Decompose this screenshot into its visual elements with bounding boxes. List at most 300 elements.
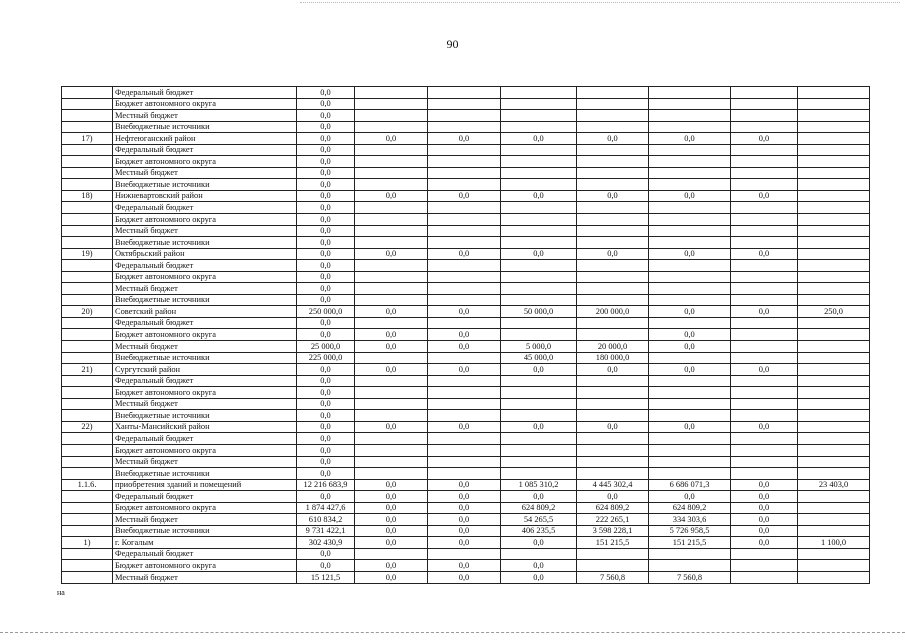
value-cell: 0,0 — [297, 444, 355, 456]
row-number-cell — [62, 502, 113, 514]
value-cell — [798, 456, 870, 468]
value-cell: 0,0 — [297, 98, 355, 110]
value-cell — [577, 179, 649, 191]
value-cell: 151 215,5 — [649, 537, 731, 549]
value-cell — [428, 98, 501, 110]
value-cell: 0,0 — [577, 364, 649, 376]
value-cell: 0,0 — [577, 133, 649, 145]
value-cell — [501, 214, 577, 226]
value-cell: 0,0 — [355, 502, 428, 514]
value-cell — [798, 294, 870, 306]
value-cell: 0,0 — [297, 133, 355, 145]
value-cell: 0,0 — [649, 133, 731, 145]
value-cell: 0,0 — [355, 306, 428, 318]
value-cell: 0,0 — [501, 560, 577, 572]
row-label-cell: Нижневартовский район — [113, 190, 297, 202]
value-cell — [428, 260, 501, 272]
value-cell: 0,0 — [428, 306, 501, 318]
value-cell — [577, 294, 649, 306]
value-cell: 7 560,8 — [649, 571, 731, 583]
row-number-cell — [62, 456, 113, 468]
budget-table-container — [61, 86, 869, 584]
value-cell — [798, 121, 870, 133]
value-cell: 0,0 — [297, 260, 355, 272]
value-cell — [501, 410, 577, 422]
value-cell: 45 000,0 — [501, 352, 577, 364]
table-row — [62, 387, 870, 399]
row-number-cell — [62, 110, 113, 122]
value-cell — [577, 167, 649, 179]
value-cell — [577, 202, 649, 214]
value-cell — [501, 121, 577, 133]
row-label-cell: Бюджет автономного округа — [113, 214, 297, 226]
value-cell — [355, 352, 428, 364]
value-cell: 0,0 — [297, 329, 355, 341]
row-number-cell — [62, 444, 113, 456]
table-row — [62, 237, 870, 249]
table-row — [62, 317, 870, 329]
value-cell — [501, 398, 577, 410]
value-cell — [731, 179, 798, 191]
row-label-cell: Местный бюджет — [113, 514, 297, 526]
row-label-cell: Бюджет автономного округа — [113, 444, 297, 456]
value-cell — [731, 202, 798, 214]
value-cell — [731, 456, 798, 468]
value-cell — [577, 260, 649, 272]
value-cell — [428, 87, 501, 99]
value-cell — [355, 283, 428, 295]
value-cell — [649, 444, 731, 456]
table-row — [62, 341, 870, 353]
value-cell: 7 560,8 — [577, 571, 649, 583]
row-label-cell: Местный бюджет — [113, 225, 297, 237]
table-row — [62, 167, 870, 179]
value-cell: 0,0 — [297, 156, 355, 168]
value-cell: 5 000,0 — [501, 341, 577, 353]
value-cell — [501, 468, 577, 480]
value-cell: 0,0 — [297, 237, 355, 249]
value-cell: 0,0 — [501, 421, 577, 433]
row-label-cell: Внебюджетные источники — [113, 352, 297, 364]
table-row — [62, 364, 870, 376]
row-label-cell: Советский район — [113, 306, 297, 318]
row-number-cell — [62, 87, 113, 99]
value-cell: 0,0 — [297, 421, 355, 433]
value-cell — [428, 121, 501, 133]
value-cell: 0,0 — [731, 421, 798, 433]
row-label-cell: Местный бюджет — [113, 456, 297, 468]
value-cell — [798, 317, 870, 329]
value-cell — [428, 110, 501, 122]
value-cell — [501, 329, 577, 341]
value-cell: 6 686 071,3 — [649, 479, 731, 491]
row-number-cell — [62, 237, 113, 249]
table-row — [62, 329, 870, 341]
value-cell: 0,0 — [428, 329, 501, 341]
value-cell — [798, 248, 870, 260]
value-cell — [798, 502, 870, 514]
value-cell: 25 000,0 — [297, 341, 355, 353]
value-cell — [649, 214, 731, 226]
value-cell — [428, 456, 501, 468]
value-cell — [355, 144, 428, 156]
value-cell: 1 874 427,6 — [297, 502, 355, 514]
value-cell — [731, 237, 798, 249]
footnote: на — [57, 588, 65, 597]
row-label-cell: Федеральный бюджет — [113, 202, 297, 214]
value-cell — [355, 225, 428, 237]
value-cell — [649, 98, 731, 110]
value-cell: 0,0 — [297, 144, 355, 156]
row-number-cell — [62, 491, 113, 503]
value-cell: 0,0 — [649, 364, 731, 376]
value-cell: 5 726 958,5 — [649, 525, 731, 537]
value-cell — [577, 144, 649, 156]
value-cell: 0,0 — [428, 571, 501, 583]
value-cell — [428, 179, 501, 191]
value-cell: 180 000,0 — [577, 352, 649, 364]
value-cell — [577, 444, 649, 456]
table-row — [62, 294, 870, 306]
value-cell — [649, 410, 731, 422]
value-cell: 23 403,0 — [798, 479, 870, 491]
table-row — [62, 491, 870, 503]
value-cell: 0,0 — [355, 571, 428, 583]
value-cell: 0,0 — [297, 560, 355, 572]
value-cell — [355, 398, 428, 410]
value-cell — [428, 202, 501, 214]
value-cell — [428, 283, 501, 295]
value-cell: 0,0 — [297, 364, 355, 376]
value-cell: 0,0 — [297, 294, 355, 306]
table-row — [62, 133, 870, 145]
value-cell: 0,0 — [731, 133, 798, 145]
value-cell — [731, 352, 798, 364]
value-cell — [428, 156, 501, 168]
value-cell: 250,0 — [798, 306, 870, 318]
row-label-cell: Федеральный бюджет — [113, 87, 297, 99]
value-cell — [798, 133, 870, 145]
value-cell: 0,0 — [731, 502, 798, 514]
value-cell — [649, 294, 731, 306]
value-cell — [355, 156, 428, 168]
value-cell: 0,0 — [501, 537, 577, 549]
value-cell — [501, 260, 577, 272]
value-cell — [731, 444, 798, 456]
value-cell: 0,0 — [577, 421, 649, 433]
table-row — [62, 548, 870, 560]
table-row — [62, 444, 870, 456]
value-cell — [501, 225, 577, 237]
row-label-cell: Бюджет автономного округа — [113, 98, 297, 110]
value-cell — [649, 167, 731, 179]
value-cell — [428, 225, 501, 237]
value-cell: 0,0 — [649, 190, 731, 202]
value-cell: 0,0 — [297, 398, 355, 410]
table-row — [62, 225, 870, 237]
value-cell — [649, 121, 731, 133]
row-number-cell: 19) — [62, 248, 113, 260]
value-cell — [428, 167, 501, 179]
value-cell — [577, 410, 649, 422]
table-row — [62, 121, 870, 133]
value-cell — [501, 144, 577, 156]
value-cell — [428, 317, 501, 329]
table-row — [62, 433, 870, 445]
value-cell: 0,0 — [428, 421, 501, 433]
value-cell: 406 235,5 — [501, 525, 577, 537]
value-cell — [501, 294, 577, 306]
row-label-cell: Ханты-Мансийский район — [113, 421, 297, 433]
value-cell: 624 809,2 — [501, 502, 577, 514]
value-cell: 0,0 — [355, 491, 428, 503]
value-cell — [731, 87, 798, 99]
row-number-cell — [62, 179, 113, 191]
value-cell: 1 085 310,2 — [501, 479, 577, 491]
value-cell — [798, 144, 870, 156]
value-cell — [649, 548, 731, 560]
value-cell: 0,0 — [501, 133, 577, 145]
table-row — [62, 87, 870, 99]
value-cell — [355, 237, 428, 249]
value-cell: 0,0 — [649, 306, 731, 318]
value-cell — [731, 329, 798, 341]
value-cell — [355, 202, 428, 214]
table-row — [62, 306, 870, 318]
value-cell: 0,0 — [649, 421, 731, 433]
value-cell — [501, 156, 577, 168]
row-label-cell: Федеральный бюджет — [113, 548, 297, 560]
value-cell: 0,0 — [731, 479, 798, 491]
value-cell — [731, 156, 798, 168]
value-cell — [798, 271, 870, 283]
value-cell — [649, 398, 731, 410]
value-cell — [798, 110, 870, 122]
row-number-cell — [62, 525, 113, 537]
value-cell: 0,0 — [355, 364, 428, 376]
value-cell — [649, 387, 731, 399]
table-row — [62, 110, 870, 122]
value-cell — [577, 398, 649, 410]
row-number-cell — [62, 225, 113, 237]
value-cell: 0,0 — [731, 537, 798, 549]
value-cell: 0,0 — [649, 248, 731, 260]
value-cell: 0,0 — [731, 525, 798, 537]
row-label-cell: Бюджет автономного округа — [113, 387, 297, 399]
value-cell: 54 265,5 — [501, 514, 577, 526]
value-cell: 0,0 — [297, 110, 355, 122]
value-cell: 0,0 — [428, 248, 501, 260]
value-cell — [798, 87, 870, 99]
value-cell: 225 000,0 — [297, 352, 355, 364]
value-cell — [798, 214, 870, 226]
value-cell — [731, 433, 798, 445]
row-label-cell: Бюджет автономного округа — [113, 271, 297, 283]
value-cell: 12 216 683,9 — [297, 479, 355, 491]
row-label-cell: Местный бюджет — [113, 571, 297, 583]
table-row — [62, 560, 870, 572]
value-cell: 0,0 — [355, 190, 428, 202]
value-cell: 1 100,0 — [798, 537, 870, 549]
value-cell — [798, 352, 870, 364]
row-number-cell: 21) — [62, 364, 113, 376]
value-cell — [355, 433, 428, 445]
table-row — [62, 375, 870, 387]
value-cell — [355, 456, 428, 468]
row-number-cell — [62, 387, 113, 399]
value-cell — [731, 225, 798, 237]
row-label-cell: Внебюджетные источники — [113, 237, 297, 249]
value-cell: 0,0 — [501, 364, 577, 376]
value-cell: 0,0 — [577, 190, 649, 202]
value-cell — [428, 548, 501, 560]
value-cell: 0,0 — [731, 248, 798, 260]
value-cell — [355, 271, 428, 283]
value-cell — [798, 190, 870, 202]
value-cell — [731, 341, 798, 353]
value-cell: 0,0 — [297, 548, 355, 560]
table-row — [62, 502, 870, 514]
row-label-cell: Федеральный бюджет — [113, 144, 297, 156]
table-row — [62, 571, 870, 583]
row-label-cell: Внебюджетные источники — [113, 525, 297, 537]
row-number-cell — [62, 121, 113, 133]
value-cell: 610 834,2 — [297, 514, 355, 526]
value-cell — [649, 375, 731, 387]
scan-artifact-top — [300, 2, 900, 3]
table-row — [62, 156, 870, 168]
row-label-cell: Местный бюджет — [113, 398, 297, 410]
value-cell — [731, 560, 798, 572]
value-cell — [577, 225, 649, 237]
value-cell — [731, 98, 798, 110]
table-row — [62, 514, 870, 526]
table-row — [62, 271, 870, 283]
value-cell — [428, 468, 501, 480]
value-cell — [428, 294, 501, 306]
value-cell: 0,0 — [501, 248, 577, 260]
row-label-cell: Местный бюджет — [113, 283, 297, 295]
value-cell — [731, 548, 798, 560]
row-label-cell: Федеральный бюджет — [113, 491, 297, 503]
value-cell — [501, 179, 577, 191]
value-cell — [798, 329, 870, 341]
value-cell — [649, 225, 731, 237]
value-cell: 0,0 — [428, 502, 501, 514]
value-cell: 0,0 — [577, 491, 649, 503]
value-cell: 0,0 — [731, 514, 798, 526]
table-row — [62, 398, 870, 410]
value-cell: 0,0 — [355, 133, 428, 145]
value-cell: 9 731 422,1 — [297, 525, 355, 537]
value-cell: 0,0 — [297, 167, 355, 179]
value-cell — [798, 341, 870, 353]
row-label-cell: Местный бюджет — [113, 167, 297, 179]
value-cell — [577, 87, 649, 99]
value-cell: 3 598 228,1 — [577, 525, 649, 537]
value-cell — [501, 167, 577, 179]
row-number-cell — [62, 294, 113, 306]
value-cell — [355, 387, 428, 399]
value-cell: 0,0 — [428, 479, 501, 491]
value-cell: 250 000,0 — [297, 306, 355, 318]
value-cell — [501, 110, 577, 122]
value-cell: 0,0 — [297, 456, 355, 468]
row-label-cell: Местный бюджет — [113, 341, 297, 353]
value-cell — [428, 144, 501, 156]
value-cell — [428, 375, 501, 387]
row-label-cell: Внебюджетные источники — [113, 179, 297, 191]
value-cell — [355, 121, 428, 133]
value-cell: 0,0 — [649, 341, 731, 353]
value-cell — [355, 548, 428, 560]
value-cell — [649, 468, 731, 480]
value-cell — [798, 387, 870, 399]
row-label-cell: приобретения зданий и помещений — [113, 479, 297, 491]
value-cell: 0,0 — [428, 525, 501, 537]
value-cell — [649, 260, 731, 272]
value-cell — [649, 433, 731, 445]
table-row — [62, 98, 870, 110]
value-cell: 0,0 — [731, 306, 798, 318]
value-cell — [577, 387, 649, 399]
value-cell — [428, 410, 501, 422]
value-cell: 0,0 — [649, 329, 731, 341]
value-cell — [501, 456, 577, 468]
value-cell — [428, 387, 501, 399]
value-cell — [577, 317, 649, 329]
row-number-cell — [62, 341, 113, 353]
row-number-cell — [62, 560, 113, 572]
value-cell: 0,0 — [297, 317, 355, 329]
value-cell — [649, 179, 731, 191]
value-cell — [649, 283, 731, 295]
value-cell: 0,0 — [297, 121, 355, 133]
value-cell — [798, 202, 870, 214]
table-row — [62, 410, 870, 422]
value-cell — [428, 214, 501, 226]
row-number-cell: 1) — [62, 537, 113, 549]
row-number-cell — [62, 375, 113, 387]
value-cell — [798, 433, 870, 445]
value-cell — [355, 110, 428, 122]
value-cell — [798, 491, 870, 503]
table-row — [62, 352, 870, 364]
row-label-cell: Бюджет автономного округа — [113, 156, 297, 168]
row-label-cell: г. Когалым — [113, 537, 297, 549]
value-cell: 200 000,0 — [577, 306, 649, 318]
row-number-cell — [62, 167, 113, 179]
value-cell — [649, 456, 731, 468]
value-cell — [731, 571, 798, 583]
table-row — [62, 456, 870, 468]
value-cell: 0,0 — [428, 190, 501, 202]
value-cell — [731, 214, 798, 226]
table-row — [62, 190, 870, 202]
row-number-cell — [62, 214, 113, 226]
value-cell: 0,0 — [297, 179, 355, 191]
value-cell: 0,0 — [649, 491, 731, 503]
value-cell — [501, 237, 577, 249]
value-cell: 624 809,2 — [577, 502, 649, 514]
value-cell — [501, 202, 577, 214]
value-cell — [501, 87, 577, 99]
value-cell — [355, 98, 428, 110]
value-cell — [577, 433, 649, 445]
row-label-cell: Октябрьский район — [113, 248, 297, 260]
value-cell: 0,0 — [297, 248, 355, 260]
value-cell: 0,0 — [355, 514, 428, 526]
